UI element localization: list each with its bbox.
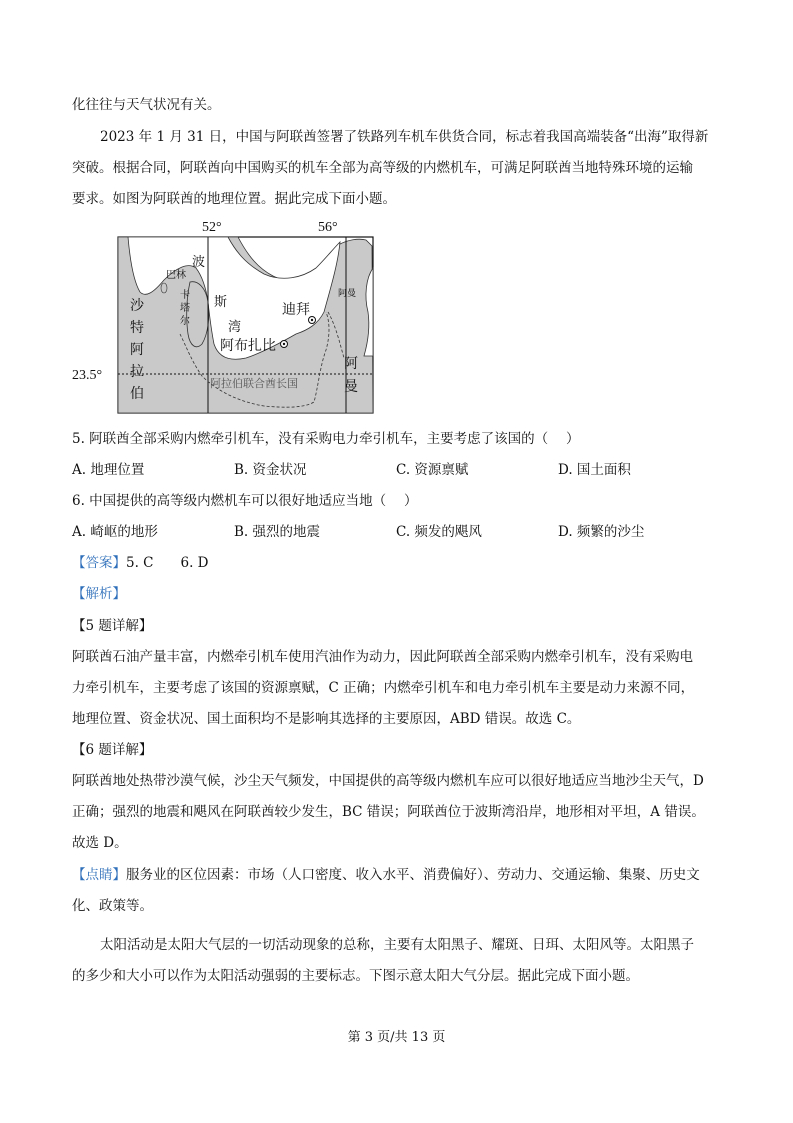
q6-stem: 6. 中国提供的高等级内燃机车可以很好地适应当地（ ） <box>72 493 418 509</box>
detail6-line-2: 正确；强烈的地震和飓风在阿联酋较少发生，BC 错误；阿联酋位于波斯湾沿岸，地形相对平坦，A 错误。 <box>72 804 705 820</box>
q5-option-c: C. 资源禀赋 <box>396 462 469 478</box>
intro-line-4: 要求。如图为阿联酋的地理位置。据此完成下面小题。 <box>72 191 396 207</box>
detail5-line-3: 地理位置、资金状况、国土面积均不是影响其选择的主要原因，ABD 错误。故选 C。 <box>72 711 581 727</box>
abudhabi-marker-dot <box>283 343 285 345</box>
intro-line-2: 2023 年 1 月 31 日，中国与阿联酋签署了铁路列车机车供货合同，标志着我国高端装备“出海”取得新 <box>100 129 709 145</box>
next-line-2: 的多少和大小可以作为太阳活动强弱的主要标志。下图示意太阳大气分层。据此完成下面小题。 <box>72 968 639 984</box>
lat-23-5-label: 23.5° <box>72 368 103 383</box>
lon-56-label: 56° <box>318 220 338 235</box>
qatar-label-1: 卡 <box>180 290 190 301</box>
saudi-label-3: 阿 <box>130 342 144 358</box>
next-line-1: 太阳活动是太阳大气层的一切活动现象的总称，主要有太阳黑子、耀斑、日珥、太阳风等。太阳黑子 <box>100 937 694 953</box>
dubai-label: 迪拜 <box>282 302 310 318</box>
q6-option-c: C. 频发的飓风 <box>396 524 482 540</box>
answer-label: 【答案】 <box>72 555 126 571</box>
bahrain-island <box>161 283 167 293</box>
intro-line-3: 突破。根据合同，阿联酋向中国购买的机车全部为高等级的内燃机车，可满足阿联酋当地特殊环境的运输 <box>72 160 693 176</box>
detail5-line-2: 力牵引机车，主要考虑了该国的资源禀赋，C 正确；内燃牵引机车和电力牵引机车主要是动力来源不同， <box>72 680 695 696</box>
point-line-1 <box>72 866 700 884</box>
sea-label-wan: 湾 <box>228 320 242 335</box>
detail6-line-1: 阿联酋地处热带沙漠气候，沙尘天气频发，中国提供的高等级内燃机车应可以很好地适应当地沙尘天气，D <box>72 773 704 789</box>
answer-text: 5. C 6. D <box>126 555 209 571</box>
sea-label-si: 斯 <box>214 295 228 310</box>
q5-option-a: A. 地理位置 <box>72 462 145 478</box>
q5-option-b: B. 资金状况 <box>234 462 307 478</box>
bahrain-label: 巴林 <box>166 270 186 281</box>
oman-label-2: 曼 <box>344 379 358 395</box>
dubai-marker-dot <box>311 319 313 321</box>
detail5-heading: 【5 题详解】 <box>72 618 153 634</box>
oman-label-1: 阿 <box>344 356 358 372</box>
q5-option-d: D. 国土面积 <box>558 462 631 478</box>
point-label: 【点睛】 <box>72 867 126 883</box>
oman-small-label: 阿曼 <box>338 289 357 299</box>
saudi-label-5: 伯 <box>130 386 144 402</box>
analysis-label: 【解析】 <box>72 586 126 602</box>
q6-option-b: B. 强烈的地震 <box>234 524 321 540</box>
detail5-line-1: 阿联酋石油产量丰富，内燃牵引机车使用汽油作为动力，因此阿联酋全部采购内燃牵引机车，没有采购电 <box>72 649 693 665</box>
abudhabi-label: 阿布扎比 <box>220 338 276 354</box>
detail6-line-3: 故选 D。 <box>72 835 128 851</box>
lon-52-label: 52° <box>202 220 222 235</box>
saudi-label-1: 沙 <box>130 298 144 314</box>
page-footer: 第 3 页/共 13 页 <box>347 1030 446 1045</box>
uae-location-map <box>68 216 378 416</box>
detail6-heading: 【6 题详解】 <box>72 742 153 758</box>
intro-line-1: 化往往与天气状况有关。 <box>72 97 221 113</box>
point-text: 服务业的区位因素：市场（人口密度、收入水平、消费偏好）、劳动力、交通运输、集聚、历史文 <box>126 867 700 883</box>
point-line-2: 化、政策等。 <box>72 898 153 914</box>
q6-option-d: D. 频繁的沙尘 <box>558 524 645 540</box>
sea-label-bo: 波 <box>192 255 206 270</box>
uae-label: 阿拉伯联合酋长国 <box>210 377 298 390</box>
qatar-label-2: 塔 <box>180 303 190 314</box>
saudi-label-2: 特 <box>130 320 144 336</box>
q5-stem: 5. 阿联酋全部采购内燃牵引机车，没有采购电力牵引机车，主要考虑了该国的（ ） <box>72 431 580 447</box>
qatar-label-3: 尔 <box>180 316 190 327</box>
saudi-label-4: 拉 <box>130 364 144 380</box>
q6-option-a: A. 崎岖的地形 <box>72 524 158 540</box>
answer-line <box>72 554 209 572</box>
